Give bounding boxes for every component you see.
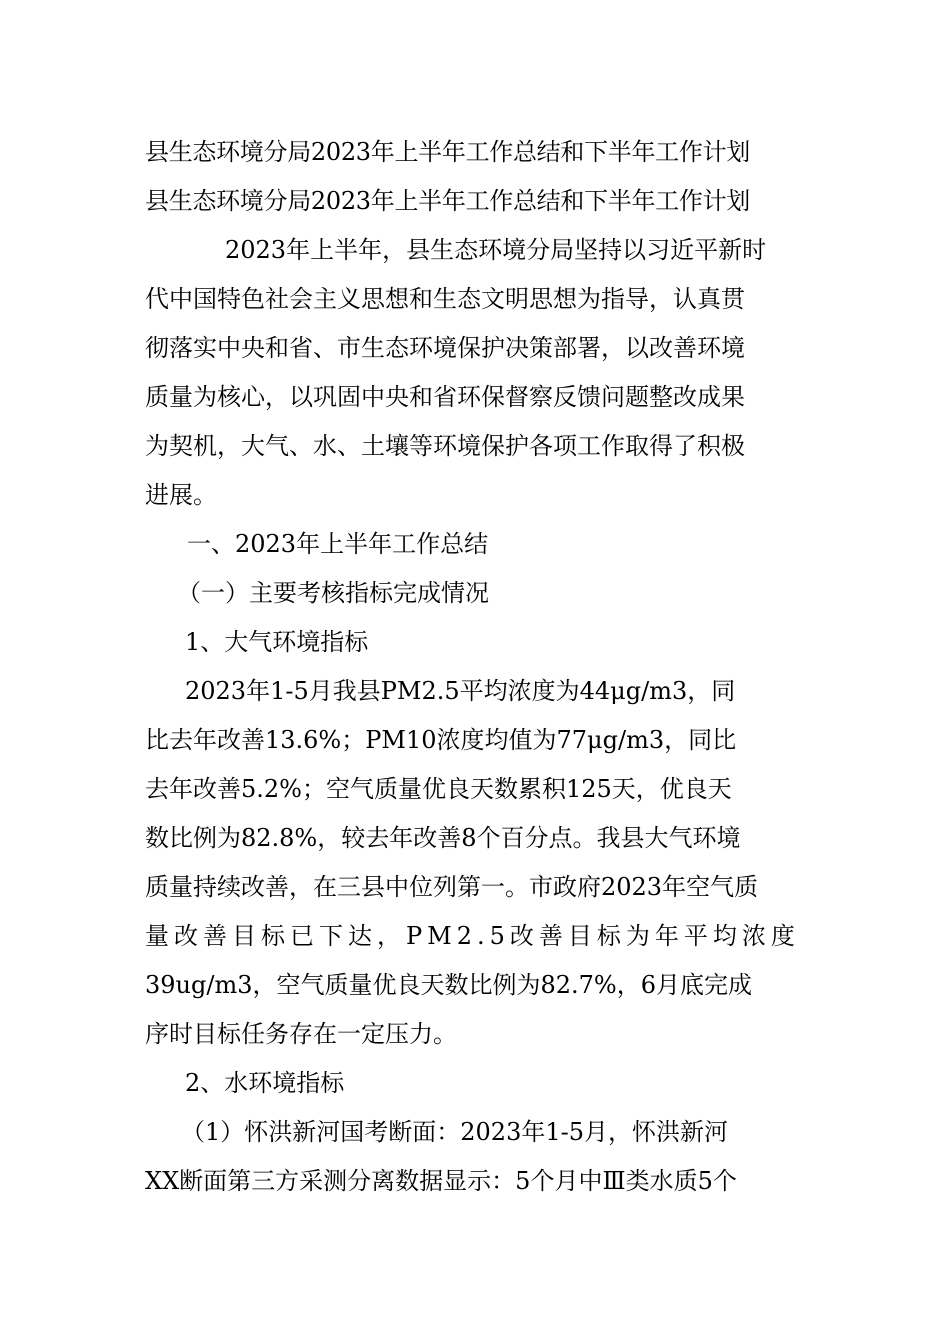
item-2-paragraph-line: （1）怀洪新河国考断面：2023年1-5月，怀洪新河: [181, 1118, 728, 1146]
item-heading: 2、水环境指标: [185, 1069, 345, 1097]
document-content: [145, 128, 807, 1206]
intro-paragraph-line: 进展。: [145, 481, 217, 509]
intro-paragraph-line: 质量为核心，以巩固中央和省环保督察反馈问题整改成果: [145, 383, 745, 411]
item-1-paragraph-line: 量改善目标已下达，PM2.5改善目标为年平均浓度: [145, 922, 800, 950]
item-2-paragraph-line: XX断面第三方采测分离数据显示：5个月中Ⅲ类水质5个: [145, 1167, 737, 1195]
intro-paragraph-line: 2023年上半年，县生态环境分局坚持以习近平新时: [225, 236, 767, 264]
item-1-paragraph-line: 数比例为82.8%，较去年改善8个百分点。我县大气环境: [145, 824, 741, 852]
item-1-paragraph-line: 质量持续改善，在三县中位列第一。市政府2023年空气质: [145, 873, 759, 901]
section-heading: 一、2023年上半年工作总结: [187, 530, 489, 558]
item-1-paragraph-line: 39ug/m3，空气质量优良天数比例为82.7%，6月底完成: [145, 971, 752, 999]
item-heading: 1、大气环境指标: [185, 628, 369, 656]
intro-paragraph-line: 为契机，大气、水、土壤等环境保护各项工作取得了积极: [145, 432, 745, 460]
subsection-heading: （一）主要考核指标完成情况: [177, 579, 489, 607]
item-1-paragraph-line: 比去年改善13.6%；PM10浓度均值为77μg/m3，同比: [145, 726, 737, 754]
item-1-paragraph-line: 去年改善5.2%；空气质量优良天数累积125天，优良天: [145, 775, 732, 803]
item-1-paragraph-line: 序时目标任务存在一定压力。: [145, 1020, 457, 1048]
intro-paragraph-line: 彻落实中央和省、市生态环境保护决策部署，以改善环境: [145, 334, 745, 362]
document-title: 县生态环境分局2023年上半年工作总结和下半年工作计划: [145, 138, 750, 166]
intro-paragraph-line: 代中国特色社会主义思想和生态文明思想为指导，认真贯: [145, 285, 745, 313]
document-title-repeat: 县生态环境分局2023年上半年工作总结和下半年工作计划: [145, 187, 750, 215]
item-1-paragraph-line: 2023年1-5月我县PM2.5平均浓度为44μg/m3，同: [185, 677, 736, 705]
